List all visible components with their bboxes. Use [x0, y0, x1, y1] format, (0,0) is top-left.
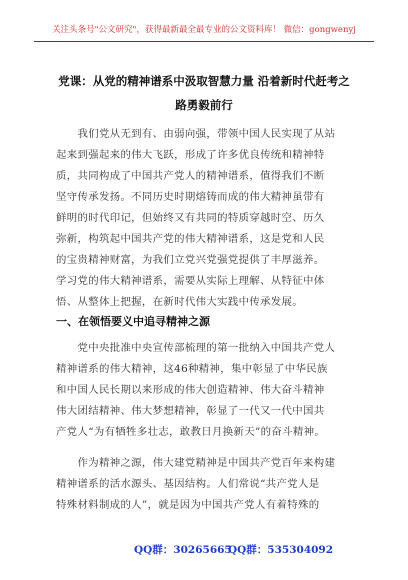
paragraph-line: 弥新，构筑起中国共产党的伟大精神谱系，这是党和人民	[56, 233, 325, 245]
paragraph-line: 坚守传承发扬。不同历史时期熔铸而成的伟大精神虽带有	[56, 191, 325, 203]
paragraph-line: 鲜明的时代印记，但始终又有共同的特质穿越时空、历久	[56, 212, 325, 224]
paragraph-line: 伟大团结精神、伟大梦想精神，彰显了一代又一代中国共	[56, 405, 325, 417]
document-title-line-2: 路勇毅前行	[175, 98, 233, 112]
paragraph-line: 产党人“为有牺牲多壮志，敢教日月换新天”的奋斗精神。	[56, 426, 326, 438]
paragraph-line: 我们党从无到有、由弱向强，带领中国人民实现了从站	[56, 128, 336, 140]
paragraph-line: 特殊材料制成的人”，就是因为中国共产党人有着特殊的	[56, 499, 320, 511]
paragraph-line: 的宝贵精神财富，为我们立党兴党强党提供了丰厚滋养。	[56, 254, 325, 266]
paragraph-line: 和中国人民长期以来形成的伟大创造精神、伟大奋斗精神	[56, 384, 325, 396]
paragraph-line: 作为精神之源，伟大建党精神是中国共产党百年来构建	[56, 457, 336, 469]
paragraph-line: 党中央批准中央宣传部梳理的第一批纳入中国共产党人	[56, 342, 336, 354]
header-divider	[34, 41, 374, 42]
paragraph-line: 精神谱系的伟大精神，这46种精神，集中彰显了中华民族	[56, 363, 328, 375]
paragraph-line: 悟、从整体上把握，在新时代伟大实践中传承发展。	[56, 296, 304, 308]
paragraph-line: 精神谱系的活水源头、基因结构。人们常说“共产党人是	[56, 478, 320, 490]
paragraph-line: 质，共同构成了中国共产党人的精神谱系，值得我们不断	[56, 170, 325, 182]
document-title-line-1: 党课：从党的精神谱系中汲取智慧力量 沿着新时代赶考之	[58, 74, 350, 88]
paragraph-line: 学习党的伟大精神谱系，需要从实际上理解、从特征中体	[56, 275, 325, 287]
section-heading: 一、在领悟要义中追寻精神之源	[56, 315, 210, 328]
footer-qq-group-2: QQ群：535304092	[228, 544, 334, 556]
header-notice: 关注头条号"公文研究"，获得最新最全最专业的公文资料库！ 微信：gongwenyj	[52, 25, 356, 35]
paragraph-line: 起来到强起来的伟大飞跃，形成了许多优良传统和精神特	[56, 149, 325, 161]
footer-qq-group-1: QQ群：30265665	[134, 544, 232, 556]
